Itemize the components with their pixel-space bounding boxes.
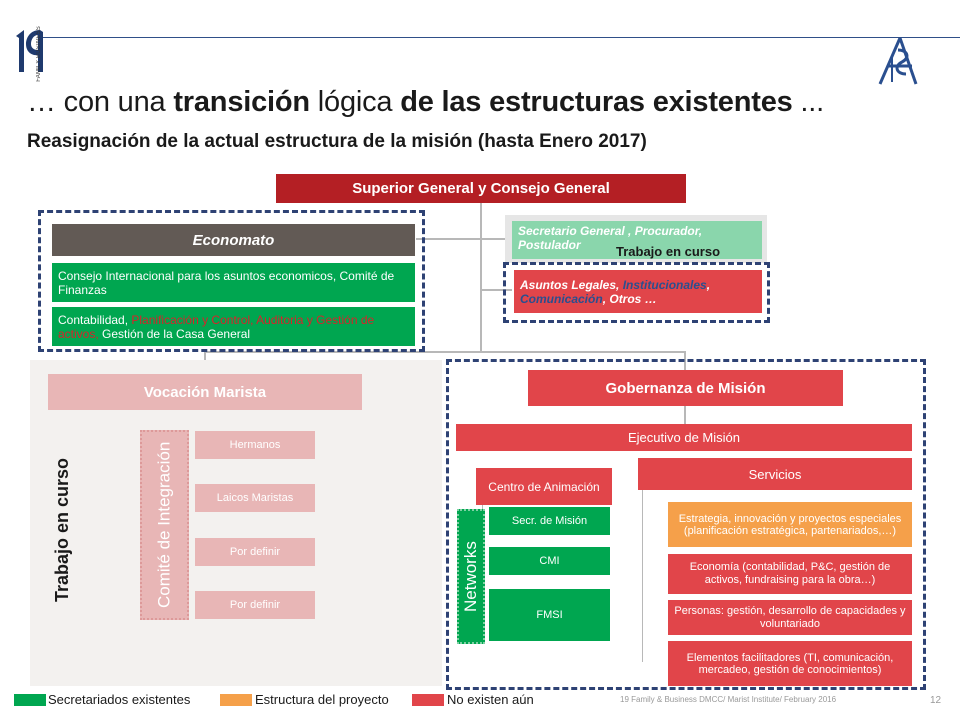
- economato-item-consejo-text: Consejo Internacional para los asuntos economicos, Comité de Finanzas: [58, 268, 395, 297]
- vocacion-marista-box: [48, 374, 362, 410]
- connector-trunk: [480, 203, 482, 353]
- economato-item-contabilidad: [52, 307, 415, 346]
- vocacion-item-laicos-label: Laicos Maristas: [216, 492, 294, 504]
- superior-general-label: Superior General y Consejo General: [352, 180, 610, 197]
- company-logo: [10, 22, 54, 80]
- economato-item-consejo: [52, 263, 415, 302]
- legend-swatch-project: [220, 694, 252, 706]
- servicios-box: [638, 458, 912, 490]
- comite-integracion-label: Comité de Integración: [154, 441, 174, 609]
- servicio-item-personas-label: Personas: gestión, desarrollo de capacidades y voluntariado: [674, 604, 906, 630]
- header-rule: [40, 37, 960, 38]
- secretario-label: Secretario General , Procurador, Postulador: [518, 224, 703, 252]
- network-item-cmi-label: CMI: [539, 555, 560, 567]
- vocacion-marista-label: Vocación Marista: [143, 383, 267, 401]
- connector-ejecutivo: [684, 406, 686, 424]
- economato-label: Economato: [192, 231, 275, 249]
- page-title: … con una transición lógica de las estructuras existentes ...: [27, 86, 824, 118]
- centro-animacion-box: [476, 468, 612, 505]
- economato-box: [52, 224, 415, 256]
- servicios-label: Servicios: [748, 466, 802, 482]
- servicio-item-estrategia: [668, 502, 912, 547]
- asuntos-label: Asuntos Legales, Institucionales, Comunicación, Otros …: [520, 277, 711, 306]
- legend-not-existing: No existen aún: [447, 692, 534, 707]
- connector-economato: [416, 238, 480, 240]
- vocacion-item-hermanos-label: Hermanos: [229, 439, 281, 451]
- networks-label: Networks: [461, 541, 480, 612]
- network-item-secr-mision-label: Secr. de Misión: [511, 515, 588, 527]
- vocacion-trabajo-en-curso: Trabajo en curso: [52, 457, 72, 603]
- connector-servicios: [642, 490, 643, 662]
- servicio-item-personas: [668, 600, 912, 635]
- servicio-item-economia: [668, 554, 912, 594]
- marist-crest-logo: [872, 36, 928, 88]
- centro-animacion-label: Centro de Animación: [488, 479, 600, 494]
- superior-general-box: [276, 174, 686, 203]
- servicio-item-economia-label: Economía (contabilidad, P&C, gestión de activos, fundraising para la obra…): [689, 561, 891, 586]
- page-subtitle: Reasignación de la actual estructura de la misión (hasta Enero 2017): [27, 131, 647, 152]
- vocacion-item-laicos: [195, 484, 315, 512]
- vocacion-item-por-definir-1-label: Por definir: [229, 546, 281, 558]
- secretario-trabajo-en-curso: Trabajo en curso: [616, 244, 721, 259]
- ejecutivo-box: [456, 424, 912, 451]
- network-item-cmi: [489, 547, 610, 575]
- ejecutivo-label: Ejecutivo de Misión: [628, 430, 740, 445]
- network-item-fmsi: [489, 589, 610, 641]
- economato-item-contabilidad-text: Contabilidad, Planificación y Control, Auditoria y Gestión de activos, Gestión de la Casa General: [58, 312, 375, 341]
- servicio-item-elementos: [668, 641, 912, 686]
- vocacion-item-hermanos: [195, 431, 315, 459]
- network-item-fmsi-label: FMSI: [536, 609, 563, 621]
- gobernanza-label: Gobernanza de Misión: [605, 379, 766, 397]
- legend-project: Estructura del proyecto: [255, 692, 389, 707]
- legend-swatch-not-existing: [412, 694, 444, 706]
- servicio-item-elementos-label: Elementos facilitadores (TI, comunicación, mercadeo, gestión de conocimientos): [686, 651, 894, 676]
- vocacion-item-por-definir-2: [195, 591, 315, 619]
- gobernanza-box: [528, 370, 843, 406]
- legend-existing: Secretariados existentes: [48, 692, 191, 707]
- legend-swatch-existing: [14, 694, 46, 706]
- asuntos-box: [514, 270, 762, 313]
- network-item-secr-mision: [489, 507, 610, 535]
- vocacion-item-por-definir-2-label: Por definir: [229, 599, 281, 611]
- footer-text: 19 Family & Business DMCC/ Marist Institute/ February 2016: [620, 695, 837, 704]
- servicio-item-estrategia-label: Estrategia, innovación y proyectos especiales (planificación estratégica, partenariados,…): [678, 512, 902, 537]
- page-number: 12: [930, 695, 942, 706]
- vocacion-item-por-definir-1: [195, 538, 315, 566]
- logo-caption: FAMILY BUSINESS: [36, 26, 42, 82]
